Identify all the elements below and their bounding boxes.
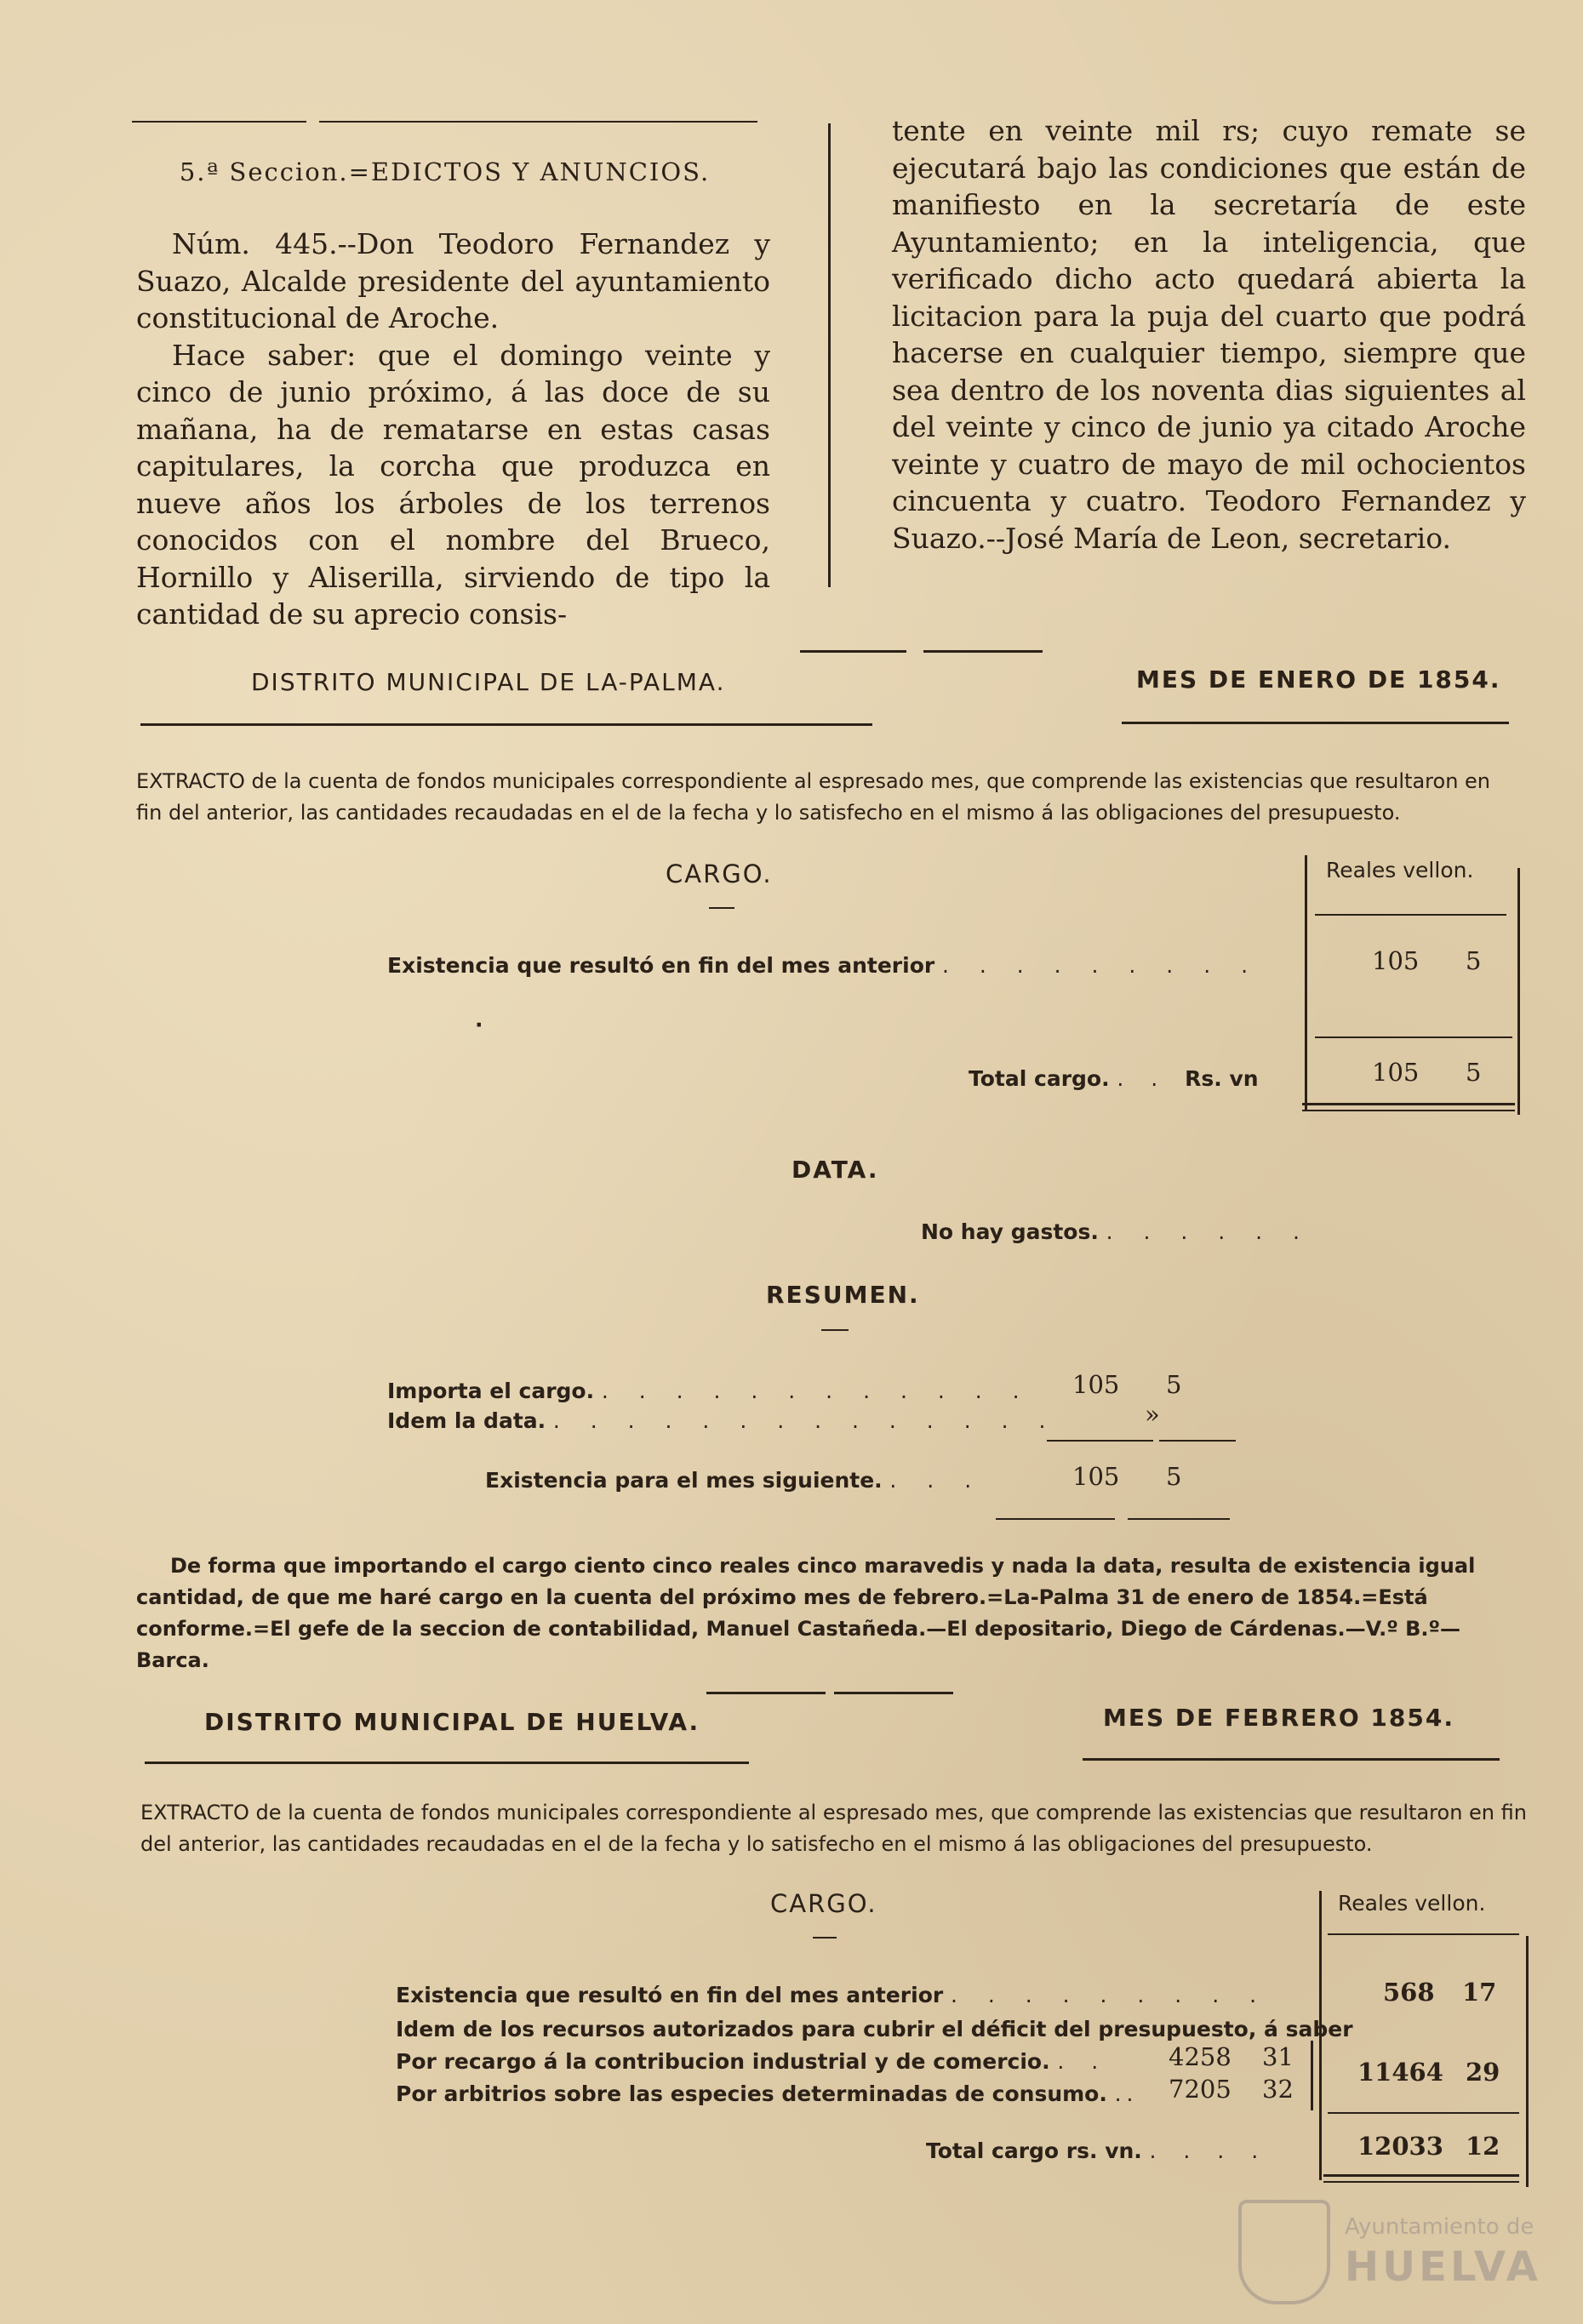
lapalma-cargo-dash xyxy=(709,907,734,909)
huelva-reales-right-bar xyxy=(1526,1936,1529,2187)
huelva-total-mrs: 12 xyxy=(1466,2132,1500,2161)
lapalma-total-double-rule-b xyxy=(1302,1110,1515,1111)
edict-paragraph-1: Núm. 445.--Don Teodoro Fernandez y Suazo, Alcalde presidente del ayuntamiento constitucional de Aroche. xyxy=(136,227,770,334)
lapalma-stray-dot: · xyxy=(475,1013,483,1037)
lapalma-reales-right-bar xyxy=(1517,868,1520,1115)
huelva-total-double-rule-a xyxy=(1323,2174,1519,2177)
huelva-sum-rule xyxy=(1328,2112,1519,2114)
lapalma-month-title: MES DE ENERO DE 1854. xyxy=(1136,665,1501,694)
lapalma-importa-mrs: 5 xyxy=(1166,1370,1182,1399)
lapalma-resumen-title: RESUMEN. xyxy=(766,1281,920,1309)
top-left-rule-a xyxy=(132,121,306,123)
huelva-cargo-title: CARGO. xyxy=(770,1889,877,1918)
edict-column-right xyxy=(892,112,1526,557)
huelva-existencia-mrs: 17 xyxy=(1462,1978,1497,2007)
lapalma-resumen-dash xyxy=(821,1329,849,1331)
huelva-total-label: Total cargo rs. vn. . . . . xyxy=(926,2138,1269,2163)
lapalma-top-ornament-b xyxy=(923,650,1043,653)
edict-paragraph-3: tente en veinte mil rs; cuyo remate se ejecutará bajo las condiciones que están de manifiesto en la secretaría de este Ayuntamiento; en la inteligencia, que verificado dicho acto quedará abierta la licitacion para la puja del cuarto que podrá hacerse en cualquier tiempo, siempre que sea dentro de los noventa dias siguientes al del veinte y cinco de junio ya citado Aroche veinte y cuatro de mayo de mil ochocientos cincuenta y cuatro. Teodoro Fernandez y Suazo.--José María de Leon, secretario. xyxy=(892,114,1526,555)
lapalma-final-rule-a xyxy=(996,1518,1115,1520)
lapalma-idem-value: » xyxy=(1145,1400,1160,1429)
lapalma-closing: De forma que importando el cargo ciento cinco reales cinco maravedis y nada la data, resulta de existencia igual cantidad, de que me haré cargo en la cuenta del próximo mes de febrero.=La-Palma 31 de enero de 1854.=Está conforme.=El gefe de la seccion de contabilidad, Manuel Castañeda.—El depositario, Diego de Cárdenas.—V.º B.º—Barca. xyxy=(136,1554,1476,1672)
huelva-month-title: MES DE FEBRERO 1854. xyxy=(1103,1704,1454,1732)
huelva-total-reales: 12033 xyxy=(1357,2132,1443,2161)
lapalma-total-reales: 105 xyxy=(1372,1058,1420,1087)
watermark-line-1: Ayuntamiento de xyxy=(1345,2214,1534,2240)
lapalma-extract: EXTRACTO de la cuenta de fondos municipales correspondiente al espresado mes, que comprende las existencias que resultaron en fin del anterior, las cantidades recaudadas en el de la fecha y lo satisfecho en el mismo á las obligaciones del presupuesto. xyxy=(136,769,1491,825)
huelva-existencia-label: Existencia que resultó en fin del mes anterior . . . . . . . . . xyxy=(396,1983,1269,2007)
huelva-arbitrios-mrs: 32 xyxy=(1262,2075,1294,2104)
huelva-cargo-dash xyxy=(813,1937,837,1939)
lapalma-sum-rule xyxy=(1315,1036,1512,1038)
huelva-subtotal-bracket xyxy=(1311,2041,1313,2110)
lapalma-underline-right xyxy=(1122,722,1509,724)
lapalma-importa-label: Importa el cargo. . . . . . . . . . . . . xyxy=(387,1379,1032,1403)
lapalma-total-mrs: 5 xyxy=(1466,1058,1482,1087)
edict-paragraph-2: Hace saber: que el domingo veinte y cinco de junio próximo, á las doce de su mañana, ha de rematarse en estas casas capitulares, la corcha que produzca en nueve años los árboles de los terrenos conocidos con el nombre del Brueco, Hornillo y Aliserilla, sirviendo de tipo la cantidad de su aprecio consis- xyxy=(136,338,770,631)
watermark-line-2: HUELVA xyxy=(1345,2243,1541,2291)
huelva-subtotal-reales: 11464 xyxy=(1357,2058,1443,2087)
lapalma-exist-sig-label: Existencia para el mes siguiente. . . . xyxy=(485,1468,984,1493)
city-seal-icon xyxy=(1238,2200,1330,2304)
lapalma-existencia-label: Existencia que resultó en fin del mes anterior . . . . . . . . . xyxy=(387,953,1260,978)
lapalma-total-double-rule-a xyxy=(1302,1103,1515,1105)
lapalma-resumen-rule-b xyxy=(1159,1440,1236,1442)
huelva-arbitrios-reales: 7205 xyxy=(1169,2075,1232,2104)
huelva-recargo-reales: 4258 xyxy=(1169,2042,1232,2071)
lapalma-reales-left-bar xyxy=(1305,855,1307,1111)
column-divider xyxy=(828,123,831,587)
huelva-recargo-label: Por recargo á la contribucion industrial y de comercio. . . xyxy=(396,2049,1109,2074)
lapalma-exist-sig-mrs: 5 xyxy=(1166,1462,1182,1491)
huelva-existencia-reales: 568 xyxy=(1383,1978,1435,2007)
huelva-total-double-rule-b xyxy=(1323,2181,1519,2183)
huelva-underline-right xyxy=(1083,1758,1500,1761)
lapalma-idem-label: Idem la data. . . . . . . . . . . . . . . xyxy=(387,1408,1058,1433)
lapalma-cargo-title: CARGO. xyxy=(666,859,773,888)
huelva-top-ornament-b xyxy=(834,1692,953,1694)
huelva-reales-header-rule xyxy=(1328,1933,1519,1935)
huelva-arbitrios-label: Por arbitrios sobre las especies determinadas de consumo. .. xyxy=(396,2081,1139,2106)
huelva-top-ornament-a xyxy=(706,1692,826,1694)
huelva-underline-left xyxy=(145,1762,749,1764)
lapalma-underline-left xyxy=(140,723,872,726)
lapalma-existencia-mrs: 5 xyxy=(1466,946,1482,975)
huelva-subtotal-mrs: 29 xyxy=(1466,2058,1500,2087)
lapalma-no-gastos: No hay gastos. . . . . . . xyxy=(921,1219,1312,1244)
huelva-district-title: DISTRITO MUNICIPAL DE HUELVA. xyxy=(204,1708,700,1736)
huelva-reales-header: Reales vellon. xyxy=(1338,1891,1486,1916)
lapalma-top-ornament-a xyxy=(800,650,906,653)
lapalma-data-title: DATA. xyxy=(792,1156,879,1184)
lapalma-resumen-rule-a xyxy=(1047,1440,1153,1442)
huelva-extract: EXTRACTO de la cuenta de fondos municipales correspondiente al espresado mes, que comprende las existencias que resultaron en fin del anterior, las cantidades recaudadas en el de la fecha y lo satisfecho en el mismo á las obligaciones del presupuesto. xyxy=(140,1801,1527,1856)
lapalma-reales-header-rule xyxy=(1315,914,1506,916)
section-heading: 5.ª Seccion.=EDICTOS Y ANUNCIOS. xyxy=(179,157,711,186)
lapalma-existencia-reales: 105 xyxy=(1372,946,1420,975)
top-left-rule-b xyxy=(319,121,757,123)
lapalma-importa-reales: 105 xyxy=(1072,1370,1120,1399)
lapalma-district-title: DISTRITO MUNICIPAL DE LA-PALMA. xyxy=(251,668,726,696)
lapalma-reales-header: Reales vellon. xyxy=(1326,858,1474,882)
lapalma-total-label: Total cargo. . . Rs. vn xyxy=(969,1066,1259,1091)
huelva-idem-recursos: Idem de los recursos autorizados para cubrir el déficit del presupuesto, á saber xyxy=(396,2017,1353,2041)
edict-column-left xyxy=(136,226,770,633)
huelva-recargo-mrs: 31 xyxy=(1262,2042,1294,2071)
lapalma-final-rule-b xyxy=(1128,1518,1230,1520)
lapalma-exist-sig-reales: 105 xyxy=(1072,1462,1120,1491)
